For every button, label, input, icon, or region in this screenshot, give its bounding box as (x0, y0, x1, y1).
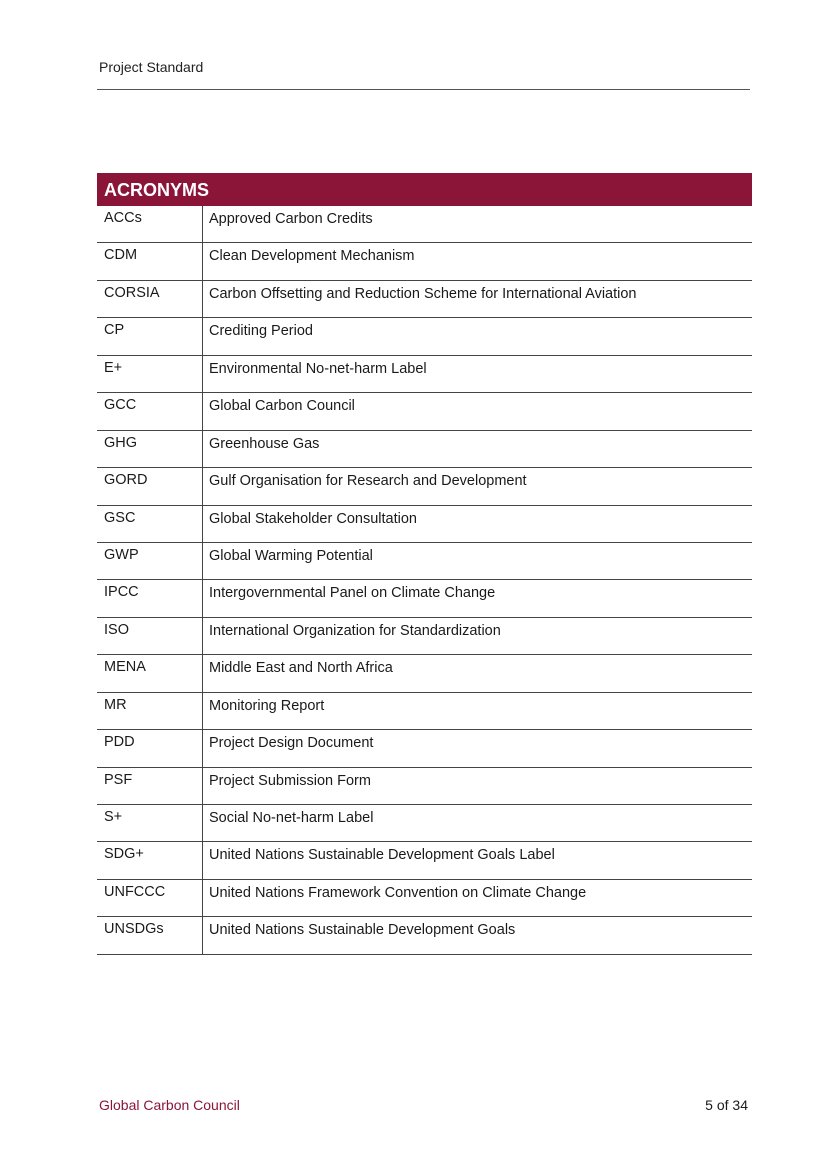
table-row (97, 805, 752, 842)
acronym-cell: GWP (97, 543, 203, 579)
table-heading: ACRONYMS (97, 173, 752, 206)
acronym-cell: GCC (97, 393, 203, 429)
definition-cell: Monitoring Report (209, 697, 325, 714)
table-row (97, 356, 752, 393)
definition-cell: Global Stakeholder Consultation (209, 510, 417, 527)
acronym-cell: UNSDGs (97, 917, 203, 953)
table-row (97, 281, 752, 318)
definition-cell: Crediting Period (209, 323, 313, 340)
acronym-cell: CORSIA (97, 281, 203, 317)
acronym-cell: CDM (97, 243, 203, 279)
table-row (97, 730, 752, 767)
table-row (97, 318, 752, 355)
table-row (97, 468, 752, 505)
acronyms-table (97, 173, 752, 955)
acronym-cell: E+ (97, 356, 203, 392)
page-header (97, 57, 750, 90)
table-row (97, 506, 752, 543)
table-body (97, 206, 752, 955)
acronym-cell: GHG (97, 431, 203, 467)
definition-cell: Greenhouse Gas (209, 435, 320, 452)
table-row (97, 880, 752, 917)
table-row (97, 431, 752, 468)
definition-cell: Global Carbon Council (209, 398, 355, 415)
acronym-cell: SDG+ (97, 842, 203, 878)
page-number: 5 of 34 (705, 1097, 748, 1113)
acronym-cell: MR (97, 693, 203, 729)
definition-cell: Intergovernmental Panel on Climate Change (209, 585, 496, 602)
table-row (97, 580, 752, 617)
acronym-cell: PDD (97, 730, 203, 766)
table-row (97, 842, 752, 879)
definition-cell: United Nations Sustainable Development Goals (209, 922, 516, 939)
table-row (97, 206, 752, 243)
acronym-cell: IPCC (97, 580, 203, 616)
table-row (97, 655, 752, 692)
definition-cell: Clean Development Mechanism (209, 248, 415, 265)
header-title: Project Standard (99, 59, 204, 75)
acronym-cell: ACCs (97, 206, 203, 242)
definition-cell: Project Submission Form (209, 772, 371, 789)
acronym-cell: MENA (97, 655, 203, 691)
acronym-cell: GORD (97, 468, 203, 504)
footer-organization: Global Carbon Council (99, 1097, 240, 1113)
definition-cell: International Organization for Standardization (209, 622, 501, 639)
table-row (97, 393, 752, 430)
definition-cell: Project Design Document (209, 735, 374, 752)
acronym-cell: PSF (97, 768, 203, 804)
acronym-cell: UNFCCC (97, 880, 203, 916)
definition-cell: Carbon Offsetting and Reduction Scheme for International Aviation (209, 285, 637, 302)
table-row (97, 543, 752, 580)
definition-cell: United Nations Framework Convention on Climate Change (209, 884, 587, 901)
table-row (97, 768, 752, 805)
table-row (97, 243, 752, 280)
definition-cell: Environmental No-net-harm Label (209, 360, 427, 377)
definition-cell: United Nations Sustainable Development Goals Label (209, 847, 555, 864)
table-row (97, 917, 752, 954)
definition-cell: Gulf Organisation for Research and Development (209, 473, 527, 490)
acronym-cell: CP (97, 318, 203, 354)
acronym-cell: S+ (97, 805, 203, 841)
definition-cell: Approved Carbon Credits (209, 211, 373, 227)
acronym-cell: ISO (97, 618, 203, 654)
definition-cell: Social No-net-harm Label (209, 810, 374, 826)
table-row (97, 693, 752, 730)
definition-cell: Global Warming Potential (209, 547, 373, 564)
acronym-cell: GSC (97, 506, 203, 542)
definition-cell: Middle East and North Africa (209, 660, 393, 677)
table-row (97, 618, 752, 655)
